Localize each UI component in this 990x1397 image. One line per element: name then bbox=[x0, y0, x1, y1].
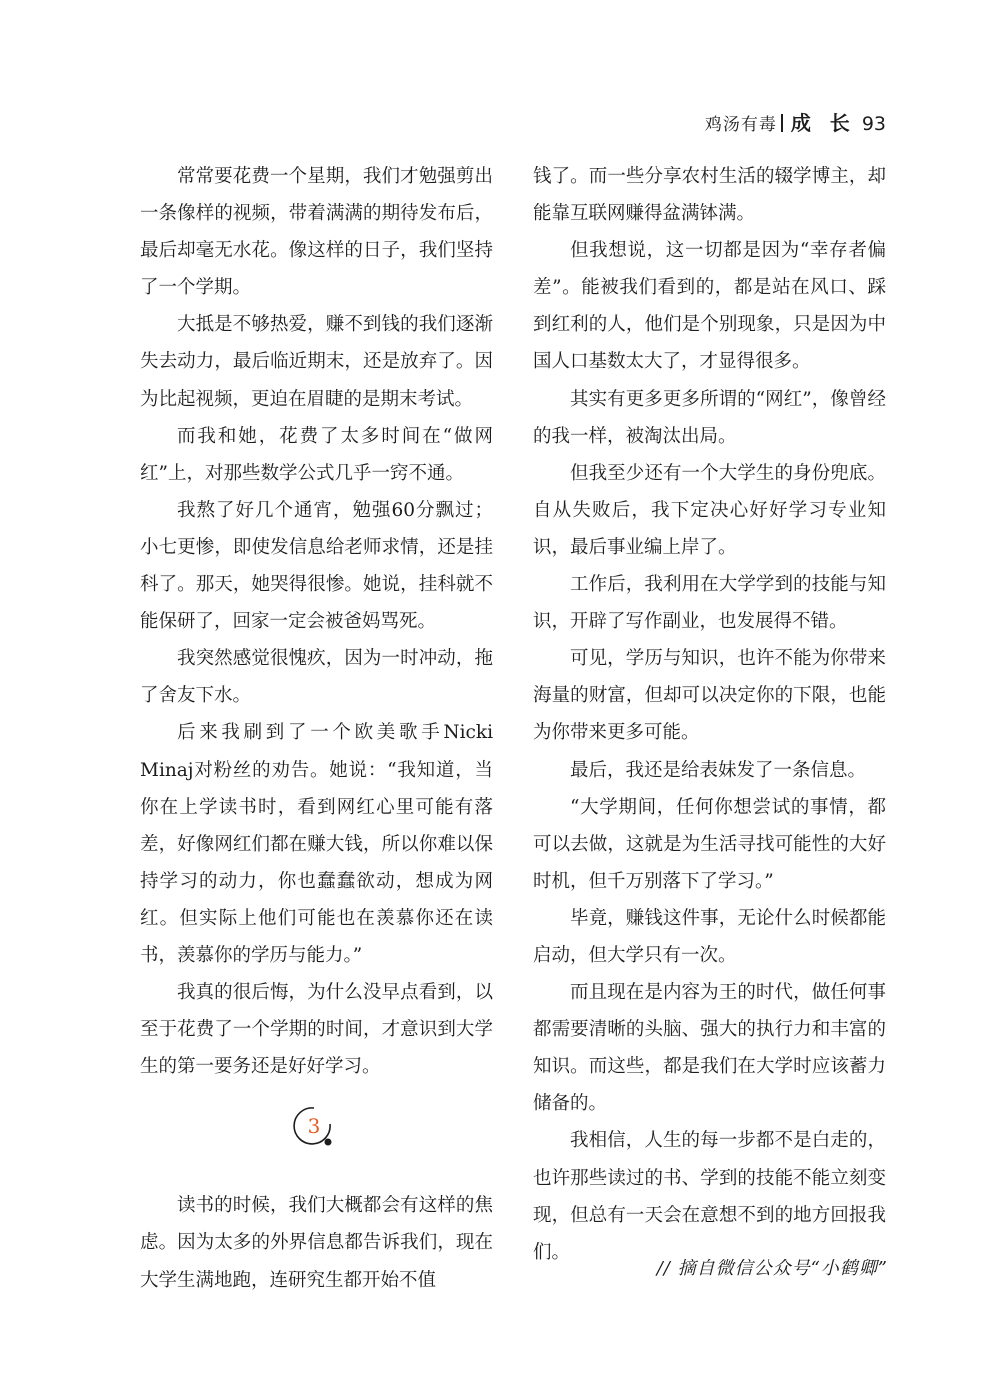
paragraph: 我突然感觉很愧疚，因为一时冲动，拖了舍友下水。 bbox=[140, 648, 493, 707]
paragraph: 工作后，我利用在大学学到的技能与知识，开辟了写作副业，也发展得不错。 bbox=[533, 574, 886, 633]
section-title: 成 长 bbox=[790, 111, 856, 135]
paragraph: 后来我刷到了一个欧美歌手Nicki Minaj对粉丝的劝告。她说：“我知道，当你在上学读书时，看到网红心里可能有落差，好像网红们都在赚大钱，所以你难以保持学习的动力，你也蠢蠢欲动，想成为网红。但实际上他们可能也在羡慕你还在读书，羡慕你的学历与能力。” bbox=[140, 722, 493, 966]
paragraph: 毕竟，赚钱这件事，无论什么时候都能启动，但大学只有一次。 bbox=[533, 907, 886, 966]
paragraph: 我熬了好几个通宵，勉强60分飘过；小七更惨，即使发信息给老师求情，还是挂科了。那天，她哭得很惨。她说，挂科就不能保研了，回家一定会被爸妈骂死。 bbox=[140, 499, 493, 633]
paragraph: 但我至少还有一个大学生的身份兜底。自从失败后，我下定决心好好学习专业知识，最后事业编上岸了。 bbox=[533, 462, 886, 558]
paragraph: 可见，学历与知识，也许不能为你带来海量的财富，但却可以决定你的下限，也能为你带来更多可能。 bbox=[533, 648, 886, 744]
paragraph: 我相信，人生的每一步都不是白走的，也许那些读过的书、学到的技能不能立刻变现，但总有一天会在意想不到的地方回报我们。 bbox=[533, 1130, 886, 1263]
paragraph: “大学期间，任何你想尝试的事情，都可以去做，这就是为生活寻找可能性的大好时机，但千万别落下了学习。” bbox=[533, 796, 886, 892]
paragraph: 常常要花费一个星期，我们才勉强剪出一条像样的视频，带着满满的期待发布后，最后却毫无水花。像这样的日子，我们坚持了一个学期。 bbox=[140, 166, 493, 299]
section-name: 鸡汤有毒 bbox=[704, 115, 777, 135]
section-number: 3 bbox=[307, 1114, 321, 1139]
section-marker bbox=[140, 1102, 493, 1179]
paragraph-continued: 钱了。而一些分享农村生活的辍学博主，却能靠互联网赚得盆满钵满。 bbox=[533, 166, 886, 225]
paragraph: 而且现在是内容为王的时代，做任何事都需要清晰的头脑、强大的执行力和丰富的知识。而这些，都是我们在大学时应该蓄力储备的。 bbox=[533, 982, 886, 1115]
paragraph: 其实有更多更多所谓的“网红”，像曾经的我一样，被淘汰出局。 bbox=[533, 388, 886, 447]
article-source: // 摘自微信公众号“小鹤卿” bbox=[656, 1258, 888, 1279]
page-header bbox=[560, 111, 886, 137]
paragraph: 最后，我还是给表妹发了一条信息。 bbox=[570, 759, 867, 781]
header-divider bbox=[781, 114, 783, 132]
paragraph: 读书的时候，我们大概都会有这样的焦虑。因为太多的外界信息都告诉我们，现在大学生满地跑，连研究生都开始不值 bbox=[140, 1195, 493, 1291]
paragraph: 大抵是不够热爱，赚不到钱的我们逐渐失去动力，最后临近期末，还是放弃了。因为比起视频，更迫在眉睫的是期末考试。 bbox=[140, 314, 493, 410]
left-column bbox=[140, 158, 493, 1299]
paragraph: 而我和她，花费了太多时间在“做网红”上，对那些数学公式几乎一窍不通。 bbox=[140, 425, 493, 484]
paragraph: 但我想说，这一切都是因为“幸存者偏差”。能被我们看到的，都是站在风口、踩到红利的人，他们是个别现象，只是因为中国人口基数太大了，才显得很多。 bbox=[533, 240, 886, 373]
paragraph: 我真的很后悔，为什么没早点看到，以至于花费了一个学期的时间，才意识到大学生的第一要务还是好好学习。 bbox=[140, 982, 493, 1078]
page-number: 93 bbox=[861, 113, 886, 135]
right-column bbox=[533, 158, 886, 1271]
